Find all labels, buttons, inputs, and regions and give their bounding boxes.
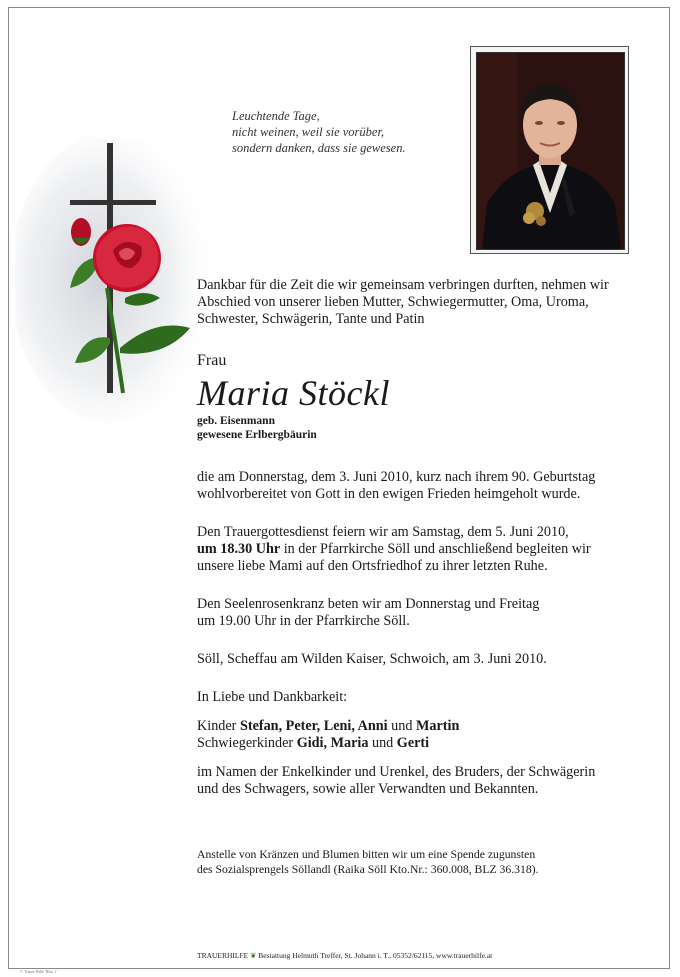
- children-and: und: [387, 718, 416, 734]
- in-laws-last: Gerti: [396, 735, 430, 751]
- donation-line: des Sozialsprengels Söllandl (Raika Söll Kto.Nr.: 360.008, BLZ 36.318).: [197, 863, 539, 876]
- closing-text: In Liebe und Dankbarkeit:: [197, 689, 348, 705]
- service-location: in der Pfarrkirche Söll und anschließend begleiten wir: [280, 541, 591, 557]
- birth-name: geb. Eisenmann: [197, 415, 275, 427]
- service-line: unsere liebe Mami auf den Ortsfriedhof zu ihrer letzten Ruhe.: [197, 558, 548, 574]
- death-line: wohlvorbereitet von Gott in den ewigen Frieden heimgeholt wurde.: [197, 486, 581, 502]
- in-laws-prefix: Schwiegerkinder: [197, 735, 297, 751]
- children-line: [197, 718, 459, 735]
- service-line: [197, 541, 591, 558]
- in-laws-line: [197, 735, 459, 752]
- death-paragraph: [197, 469, 595, 503]
- family-paragraph: [197, 764, 595, 798]
- intro-paragraph: [197, 277, 609, 328]
- place-date-text: Söll, Scheffau am Wilden Kaiser, Schwoich, am 3. Juni 2010.: [197, 651, 547, 667]
- motto: [232, 108, 472, 156]
- leaf-icon: ❦: [250, 951, 257, 960]
- motto-line: sondern danken, dass sie gewesen.: [232, 141, 406, 155]
- rosary-paragraph: [197, 596, 539, 630]
- in-laws-and: und: [368, 735, 397, 751]
- rosary-line: Den Seelenrosenkranz beten wir am Donnerstag und Freitag: [197, 596, 540, 612]
- motto-line: Leuchtende Tage,: [232, 109, 320, 123]
- closing: [197, 689, 347, 706]
- salutation: Frau: [197, 352, 227, 369]
- children-names: Stefan, Peter, Leni, Anni: [239, 718, 388, 734]
- motto-line: nicht weinen, weil sie vorüber,: [232, 125, 385, 139]
- donation-note: [197, 847, 539, 877]
- intro-line: Abschied von unserer lieben Mutter, Schwiegermutter, Oma, Uroma,: [197, 294, 589, 310]
- family-line: und des Schwagers, sowie aller Verwandten und Bekannten.: [197, 781, 539, 797]
- service-line: Den Trauergottesdienst feiern wir am Samstag, dem 5. Juni 2010,: [197, 524, 569, 540]
- template-note: © Trauer-Hilfe 'Blau 1': [20, 969, 57, 974]
- death-line: die am Donnerstag, dem 3. Juni 2010, kurz nach ihrem 90. Geburtstag: [197, 469, 596, 485]
- intro-line: Schwester, Schwägerin, Tante und Patin: [197, 311, 425, 327]
- children-prefix: Kinder: [197, 718, 240, 734]
- former-title: gewesene Erlbergbäurin: [197, 429, 317, 441]
- portrait-illustration: [477, 53, 624, 249]
- footer-brand: TRAUERHILFE: [197, 951, 249, 960]
- portrait-photo: [476, 52, 625, 250]
- service-paragraph: [197, 524, 591, 575]
- portrait-frame: [470, 46, 629, 254]
- in-laws-names: Gidi, Maria: [296, 735, 369, 751]
- undertaker-footer: [197, 951, 492, 960]
- place-date: [197, 651, 547, 668]
- cross-rose-icon: [15, 138, 220, 438]
- children-last: Martin: [416, 718, 460, 734]
- rosary-line: um 19.00 Uhr in der Pfarrkirche Söll.: [197, 613, 410, 629]
- birth-info: [197, 414, 317, 442]
- service-time: um 18.30 Uhr: [197, 541, 281, 557]
- family-line: im Namen der Enkelkinder und Urenkel, des Bruders, der Schwägerin: [197, 764, 596, 780]
- mourners: [197, 718, 459, 752]
- donation-line: Anstelle von Kränzen und Blumen bitten wir um eine Spende zugunsten: [197, 848, 536, 861]
- deceased-name: Maria Stöckl: [197, 373, 390, 413]
- footer-text: Bestattung Helmuth Treffer, St. Johann i. T., 05352/62115, www.trauerhilfe.at: [256, 951, 493, 960]
- intro-line: Dankbar für die Zeit die wir gemeinsam verbringen durften, nehmen wir: [197, 277, 609, 293]
